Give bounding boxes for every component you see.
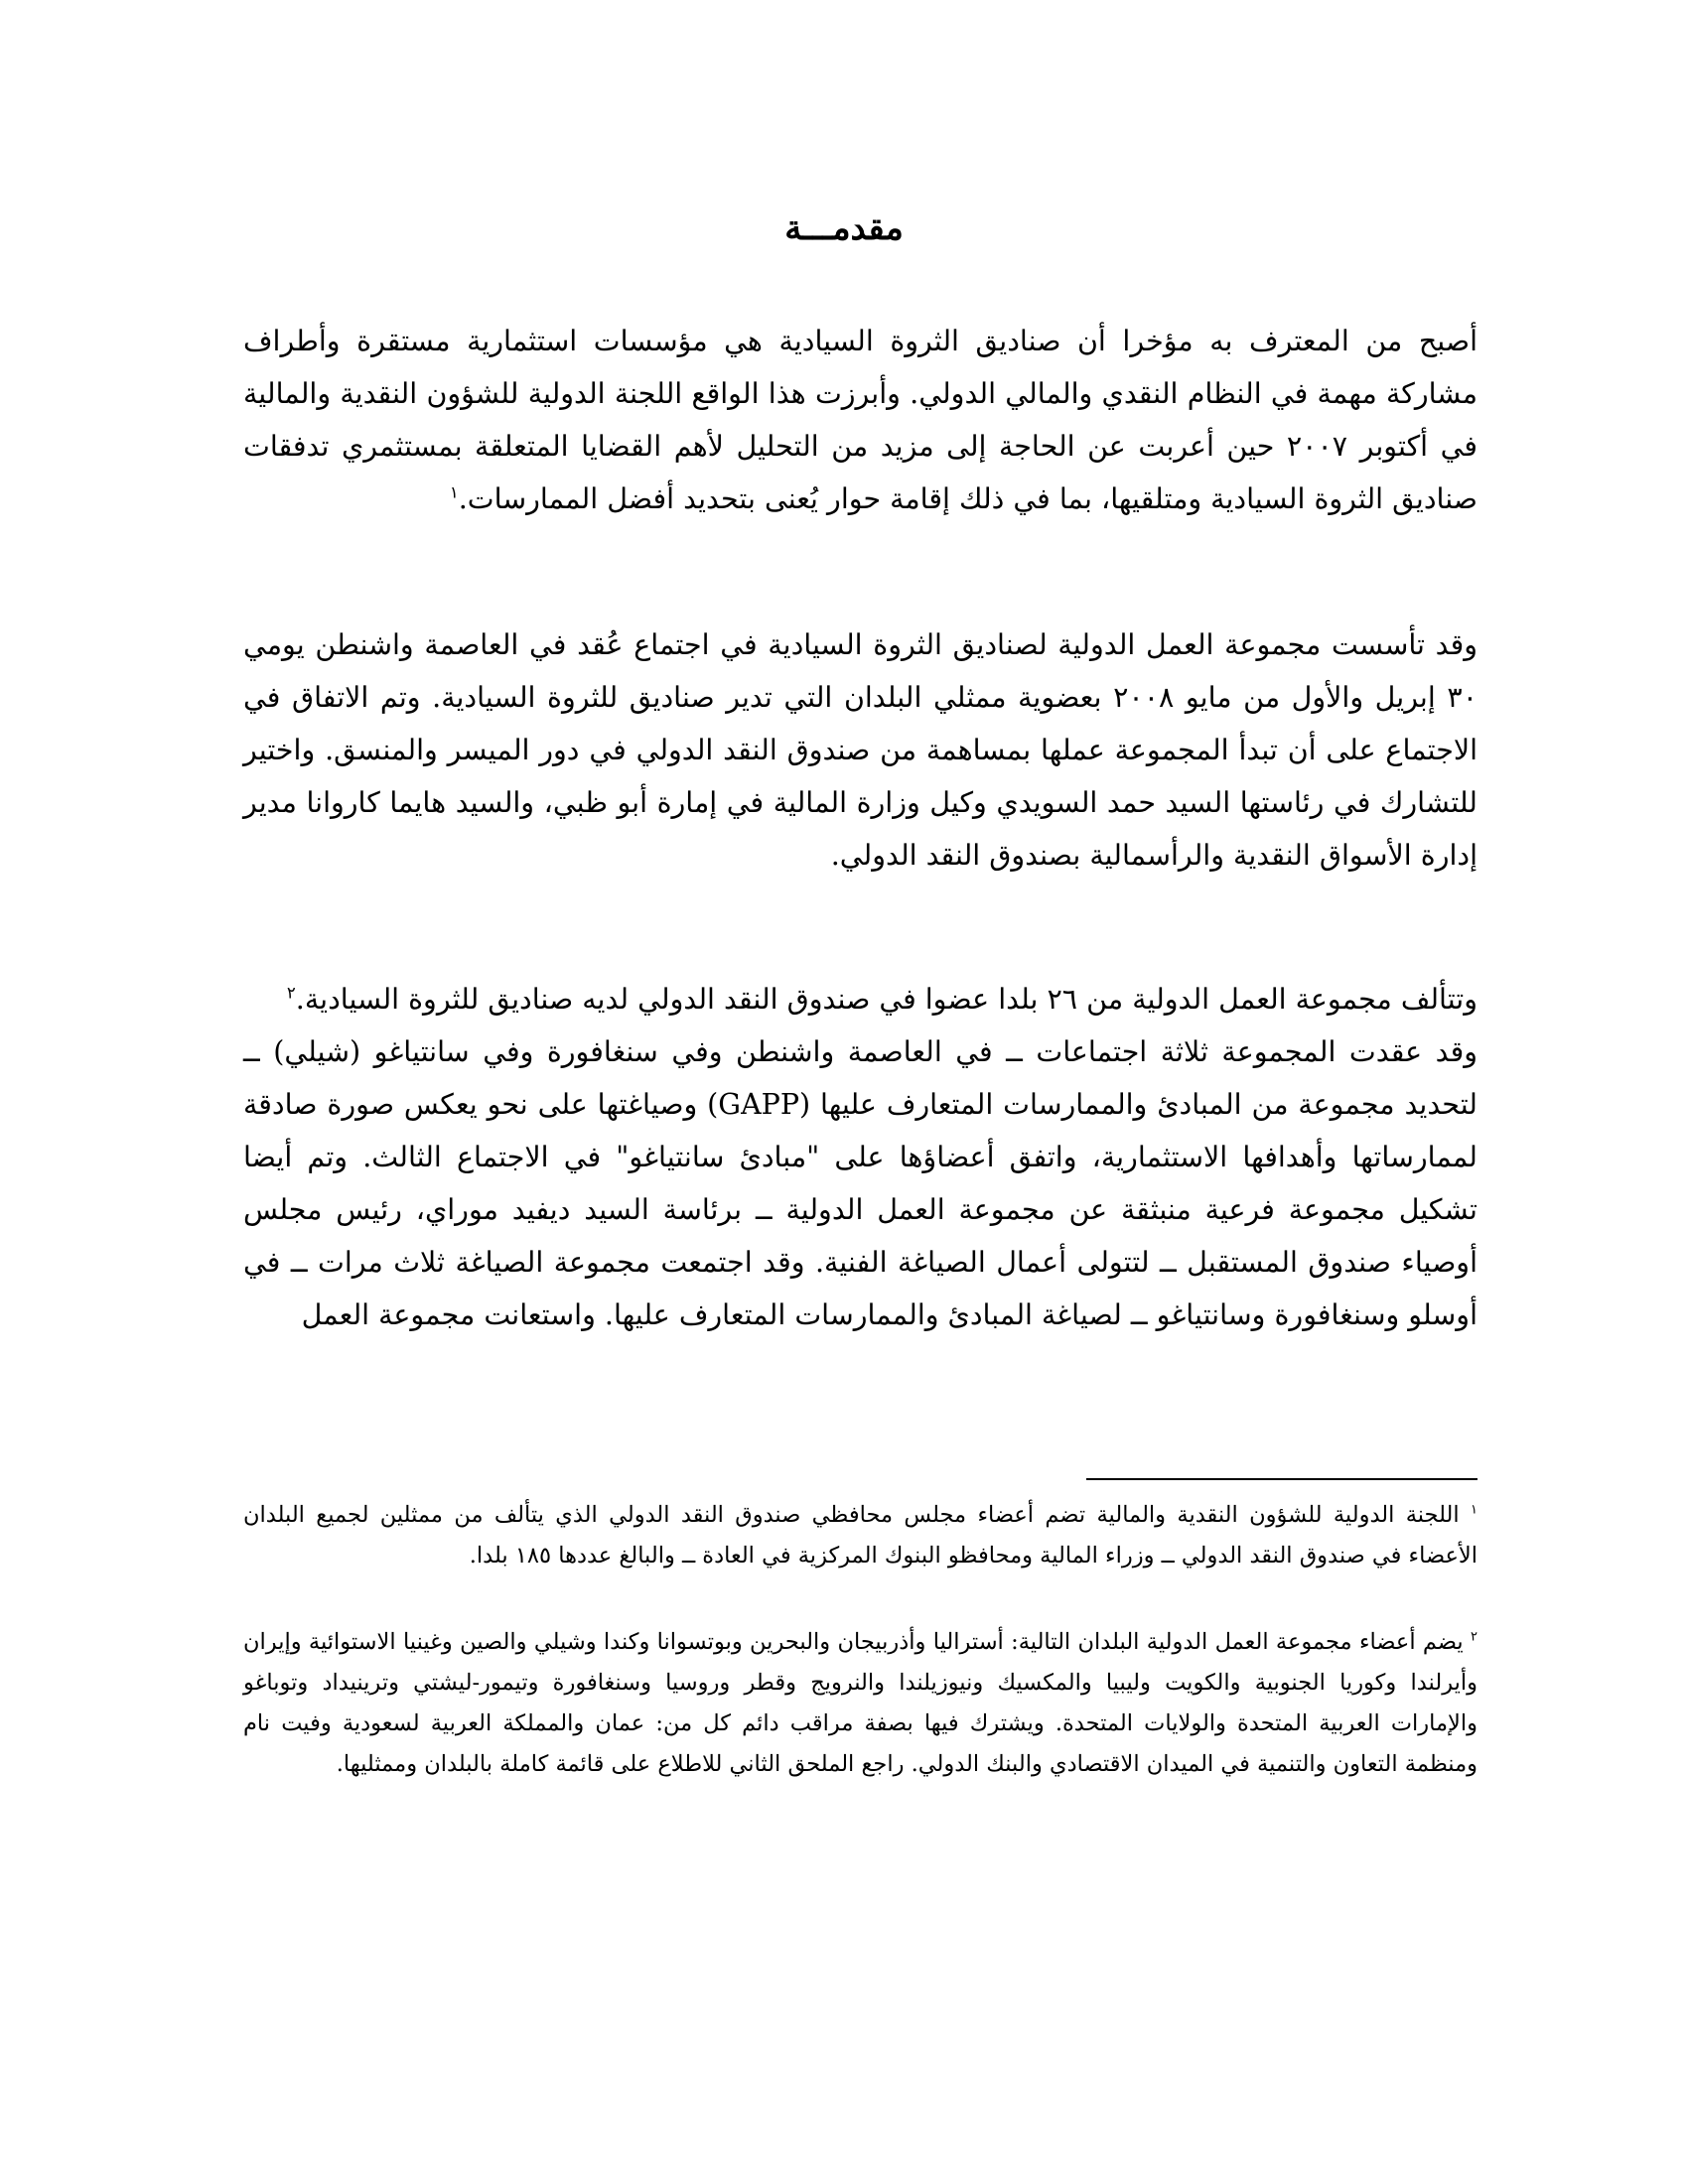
footnote-reference-2[interactable]: ٢ <box>286 983 296 1003</box>
paragraph-text: وتتألف مجموعة العمل الدولية من ٢٦ بلدا عضوا في صندوق النقد الدولي لديه صناديق للثروة السيادية. <box>295 983 1477 1016</box>
paragraph-working-group-founding <box>243 618 1477 882</box>
paragraph-text: أصبح من المعترف به مؤخرا أن صناديق الثروة السيادية هي مؤسسات استثمارية مستقرة وأطراف مشاركة مهمة في النظام النقدي والمالي الدولي. وأبرزت هذا الواقع اللجنة الدولية للشؤون النقدية والمالية في أكتوبر ٢٠٠٧ حين أعربت عن الحاجة إلى مزيد من التحليل لأهم القضايا المتعلقة بمستثمري تدفقات صناديق الثروة السيادية ومتلقيها، بما في ذلك إقامة حوار يُعنى بتحديد أفضل الممارسات. <box>243 325 1478 515</box>
footnote-separator <box>1086 1478 1477 1480</box>
footnote-text: يضم أعضاء مجموعة العمل الدولية البلدان التالية: أستراليا وأذربيجان والبحرين وبوتسوانا وكندا وشيلي والصين وغينيا الاستوائية وإيران وأيرلندا وكوريا الجنوبية والكويت وليبيا والمكسيك ونيوزيلندا والنرويج وقطر وروسيا وسنغافورة وتيمور-ليشتي وترينيداد وتوباغو والإمارات العربية المتحدة والولايات المتحدة. ويشترك فيها بصفة مراقب دائم كل من: عمان والمملكة العربية لسعودية وفيت نام ومنظمة التعاون والتنمية في الميدان الاقتصادي والبنك الدولي. راجع الملحق الثاني للاطلاع على قائمة كاملة بالبلدان وممثليها. <box>243 1629 1477 1777</box>
paragraph-text: وقد تأسست مجموعة العمل الدولية لصناديق الثروة السيادية في اجتماع عُقد في العاصمة واشنطن يومي ٣٠ إبريل والأول من مايو ٢٠٠٨ بعضوية ممثلي البلدان التي تدير صناديق للثروة السيادية. وتم الاتفاق في الاجتماع على أن تبدأ المجموعة عملها بمساهمة من صندوق النقد الدولي في دور الميسر والمنسق. واختير للتشارك في رئاستها السيد حمد السويدي وكيل وزارة المالية في إمارة أبو ظبي، والسيد هايما كاروانا مدير إدارة الأسواق النقدية والرأسمالية بصندوق النقد الدولي. <box>243 628 1478 872</box>
footnote-marker-2: ٢ <box>1470 1629 1477 1645</box>
footnote-2 <box>243 1622 1477 1785</box>
paragraph-introduction <box>243 315 1477 525</box>
paragraph-working-group-members <box>243 973 1477 1341</box>
page-title: مقدمـــة <box>784 208 904 248</box>
footnote-reference-1[interactable]: ١ <box>449 482 459 502</box>
paragraph-text: وقد عقدت المجموعة ثلاثة اجتماعات ــ في العاصمة واشنطن وفي سنغافورة وفي سانتياغو (شيلي) ــ لتحديد مجموعة من المبادئ والممارسات المتعارف عليها (GAPP) وصياغتها على نحو يعكس صورة صادقة لممارساتها وأهدافها الاستثمارية، واتفق أعضاؤها على "مبادئ سانتياغو" في الاجتماع الثالث. وتم أيضا تشكيل مجموعة فرعية منبثقة عن مجموعة العمل الدولية ــ برئاسة السيد ديفيد موراي، رئيس مجلس أوصياء صندوق المستقبل ــ لتتولى أعمال الصياغة الفنية. وقد اجتمعت مجموعة الصياغة ثلاث مرات ــ في أوسلو وسنغافورة وسانتياغو ــ لصياغة المبادئ والممارسات المتعارف عليها. واستعانت مجموعة العمل <box>243 1035 1477 1331</box>
footnote-text: اللجنة الدولية للشؤون النقدية والمالية تضم أعضاء مجلس محافظي صندوق النقد الدولي الذي يتألف من ممثلين لجميع البلدان الأعضاء في صندوق النقد الدولي ــ وزراء المالية ومحافظو البنوك المركزية في العادة ــ والبالغ عددها ١٨٥ بلدا. <box>243 1502 1477 1569</box>
footnote-1 <box>243 1495 1477 1576</box>
footnote-marker-1: ١ <box>1470 1502 1477 1518</box>
